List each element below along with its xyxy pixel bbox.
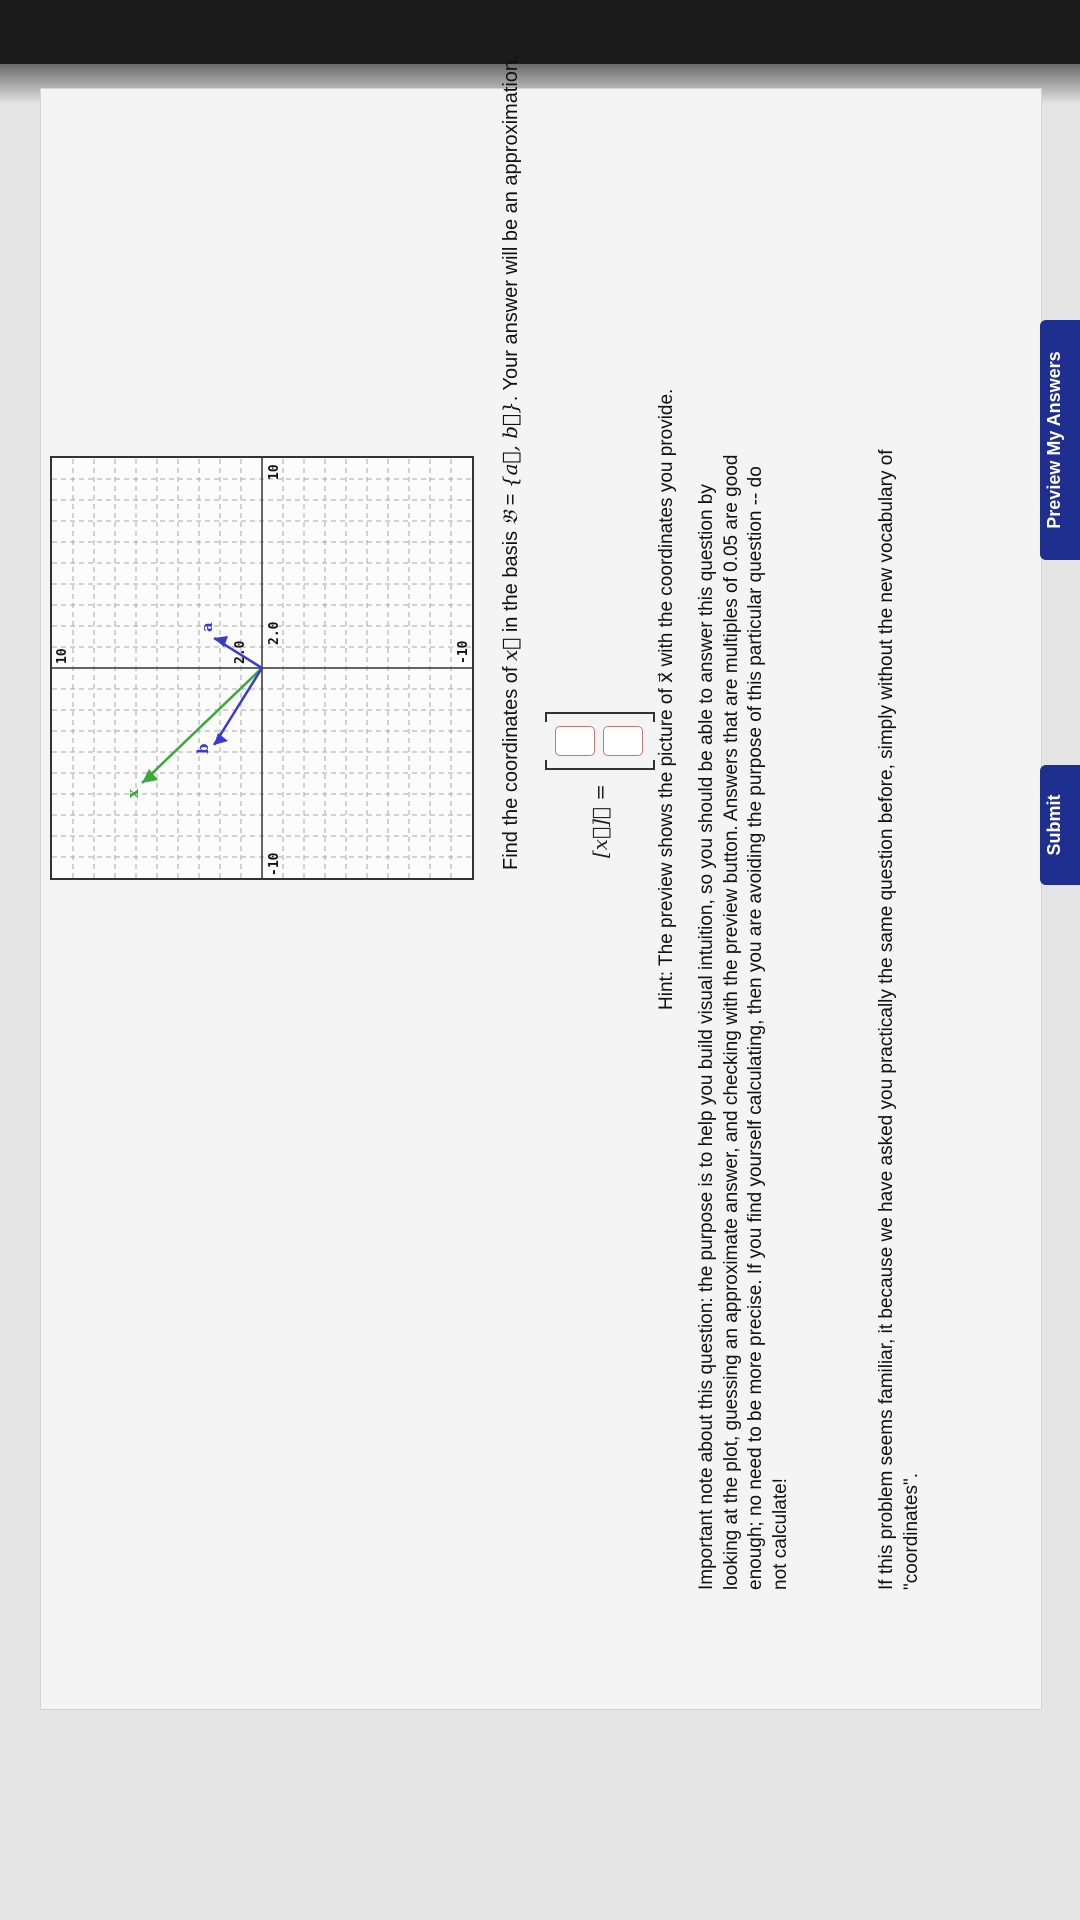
hint-text: Hint: The preview shows the picture of x⃗ with the coordinates you provide. xyxy=(656,388,677,1010)
question-mid: in the basis xyxy=(500,525,522,638)
answer-row xyxy=(545,712,655,858)
tick-x-inner: 2.0 xyxy=(267,621,282,645)
vector-x-arrow xyxy=(142,668,262,783)
tick-y-max: 10 xyxy=(55,648,70,664)
basis-symbol: 𝔅 xyxy=(498,510,522,526)
preview-answers-button[interactable]: Preview My Answers xyxy=(1040,320,1080,560)
answer-input-2[interactable] xyxy=(603,726,643,756)
answer-matrix xyxy=(545,712,655,770)
tick-y-min: -10 xyxy=(456,640,471,664)
basis-set: {a⃗, b⃗} xyxy=(498,401,522,489)
vector-x-label: x xyxy=(124,789,142,798)
submit-answers-button[interactable]: Submit xyxy=(1040,765,1080,885)
matrix-left-bracket xyxy=(545,760,655,770)
important-note: Important note about this question: the purpose is to help you build visual intuition, so you should be able to answer this question by looking at the plot, guessing an approximate answer, and checking with the preview button. Answers that are multiples of 0.05 are good enough; no need to be more precise. If you find yourself calculating, then you are avoiding the purpose of this particular question -- do not calculate! xyxy=(696,454,792,1590)
question-suffix: . Your answer will be an approximation. xyxy=(500,54,522,402)
familiar-note: If this problem seems familiar, it because we have asked you practically the same question before, simply without the new vocabulary of "coordinates". xyxy=(876,449,922,1590)
tick-x-max: 10 xyxy=(267,464,282,480)
question-prefix: Find the coordinates of xyxy=(500,660,522,870)
answer-label: [x⃗]𝔅 = xyxy=(588,783,612,858)
vector-graph xyxy=(50,456,474,880)
tick-x-min: -10 xyxy=(267,852,282,876)
question-vector-x: x⃗ xyxy=(498,637,522,661)
question-eq: = xyxy=(500,488,522,511)
vector-b-label: b xyxy=(194,743,212,754)
question-text xyxy=(498,54,523,870)
tick-y-inner: 2.0 xyxy=(233,640,248,664)
vector-a-label: a xyxy=(198,622,216,632)
answer-input-1[interactable] xyxy=(555,726,595,756)
matrix-right-bracket xyxy=(545,712,655,722)
